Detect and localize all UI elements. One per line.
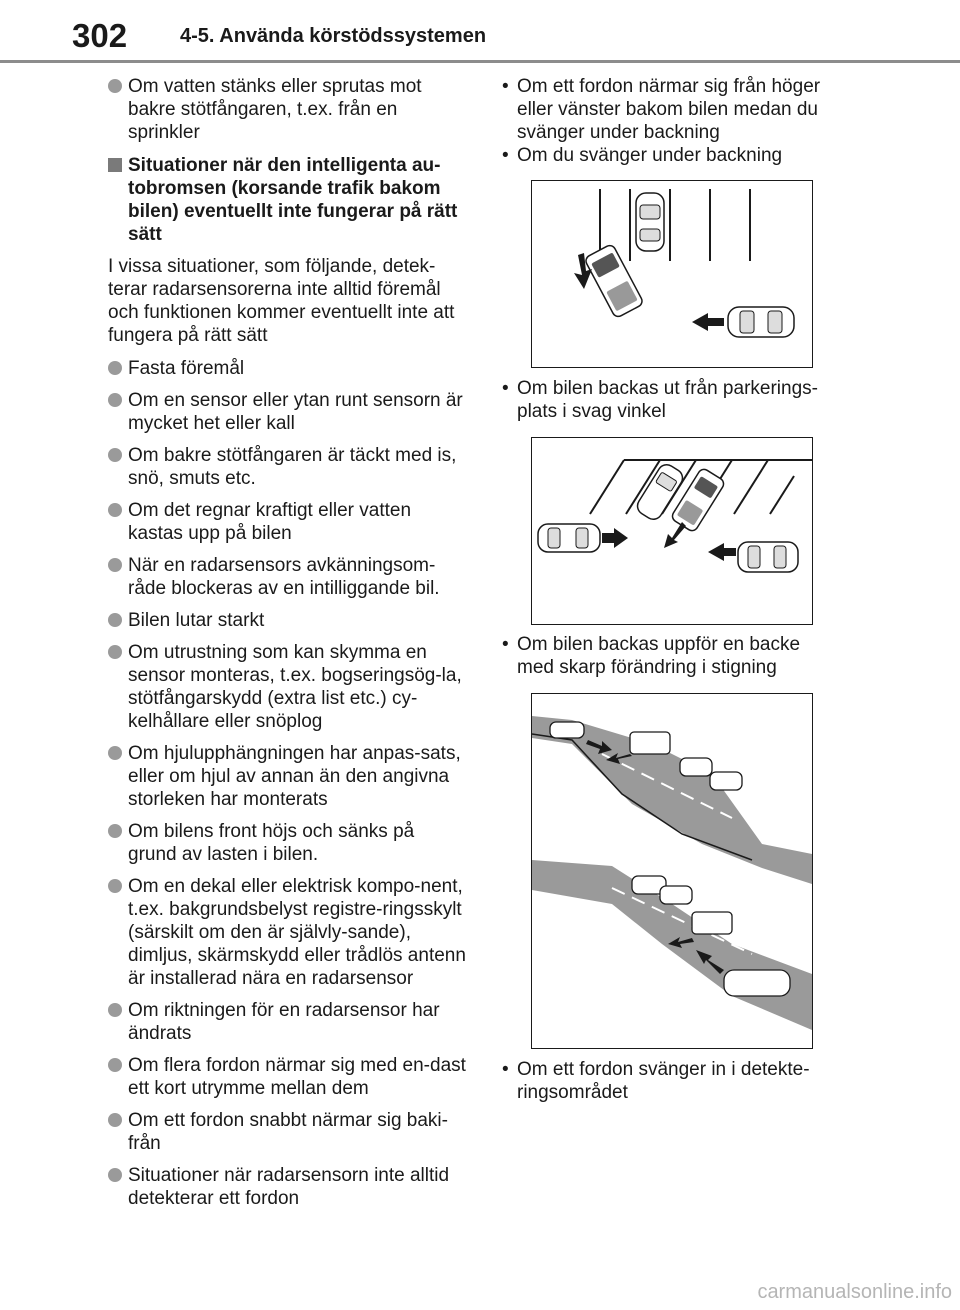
bullet-icon bbox=[108, 503, 122, 517]
parked-car-icon bbox=[636, 193, 664, 251]
list-item: Om bilens front höjs och sänks på grund av lasten i bilen. bbox=[108, 820, 468, 866]
page-number: 302 bbox=[72, 17, 128, 54]
list-item: • Om ett fordon svänger in i detekte-ringsområdet bbox=[502, 1059, 810, 1103]
bullet-icon bbox=[108, 79, 122, 93]
bullet-icon bbox=[108, 879, 122, 893]
square-bullet-icon bbox=[108, 158, 122, 172]
bullet-icon bbox=[108, 746, 122, 760]
intro-paragraph: I vissa situationer, som följande, detek-terar radarsensorerna inte alltid föremål och funktionen kommer eventuellt inte att fungera på rätt sätt bbox=[108, 256, 455, 346]
left-car-icon bbox=[538, 524, 600, 552]
list-item: Om en dekal eller elektrisk kompo-nent, t.ex. bakgrundsbelyst registre-ringsskylt (särskilt om den är självly-sande), dimljus, skärmskydd eller trådlös antenn är installerad nära en radarsensor bbox=[108, 875, 468, 990]
list-item: Om det regnar kraftigt eller vatten kastas upp på bilen bbox=[108, 499, 468, 545]
caption-block-3 bbox=[497, 633, 827, 679]
chapter-title: 4-5. Använda körstödssystemen bbox=[180, 25, 487, 47]
slope-diagram bbox=[532, 694, 812, 1048]
condition-list bbox=[108, 357, 468, 1210]
list-item: Om utrustning som kan skymma en sensor monteras, t.ex. bogseringsög-la, stötfångarskydd (extra list etc.) cy-kelhållare eller snöplog bbox=[108, 641, 468, 733]
approach-arrow-icon bbox=[692, 313, 724, 331]
car-icon bbox=[680, 758, 712, 776]
left-column bbox=[108, 75, 468, 1219]
parking-diagram-1 bbox=[532, 181, 812, 367]
reversing-suv-icon bbox=[584, 243, 644, 318]
bullet-icon bbox=[108, 1168, 122, 1182]
section-heading: Situationer när den intelligenta au-tobromsen (korsande trafik bakom bilen) eventuellt inte fungerar på rätt sätt bbox=[108, 154, 468, 246]
dot-bullet: • bbox=[502, 76, 509, 97]
figure-slope bbox=[531, 693, 813, 1049]
list-item: När en radarsensors avkänningsom-råde blockeras av en intilliggande bil. bbox=[108, 554, 468, 600]
figure-perpendicular-parking bbox=[531, 180, 813, 368]
sedan-icon bbox=[724, 970, 790, 996]
right-car-icon bbox=[738, 542, 798, 572]
list-item: Om bakre stötfångaren är täckt med is, snö, smuts etc. bbox=[108, 444, 468, 490]
page-header bbox=[0, 0, 960, 62]
list-item: • Om bilen backas uppför en backe med skarp förändring i stigning bbox=[502, 634, 801, 678]
list-item: Om hjulupphängningen har anpas-sats, eller om hjul av annan än den angivna storleken har monterats bbox=[108, 742, 468, 811]
suv-icon bbox=[692, 912, 732, 934]
bullet-icon bbox=[108, 1113, 122, 1127]
approaching-car-icon bbox=[728, 307, 794, 337]
dot-bullet: • bbox=[502, 145, 509, 166]
car-icon bbox=[660, 886, 692, 904]
figure-angled-parking bbox=[531, 437, 813, 625]
dot-bullet: • bbox=[502, 378, 509, 399]
bullet-icon bbox=[108, 448, 122, 462]
list-item: Bilen lutar starkt bbox=[108, 609, 468, 632]
list-item: Om vatten stänks eller sprutas mot bakre stötfångaren, t.ex. från en sprinkler bbox=[108, 75, 468, 144]
list-item: • Om bilen backas ut från parkerings-plats i svag vinkel bbox=[502, 378, 818, 422]
left-arrow-icon bbox=[708, 543, 736, 561]
list-item: Fasta föremål bbox=[108, 357, 468, 380]
watermark: carmanualsonline.info bbox=[757, 1281, 952, 1303]
bullet-icon bbox=[108, 1058, 122, 1072]
bullet-icon bbox=[108, 645, 122, 659]
header-rule bbox=[0, 60, 960, 63]
parking-diagram-2 bbox=[532, 438, 812, 624]
list-item: Om flera fordon närmar sig med en-dast ett kort utrymme mellan dem bbox=[108, 1054, 468, 1100]
car-icon bbox=[550, 722, 584, 738]
right-column bbox=[497, 75, 827, 167]
bullet-icon bbox=[108, 558, 122, 572]
dot-bullet: • bbox=[502, 634, 509, 655]
right-arrow-icon bbox=[602, 528, 628, 548]
caption-block-4 bbox=[497, 1058, 827, 1104]
list-item: • Om ett fordon närmar sig från höger eller vänster bakom bilen medan du svänger under backning bbox=[502, 76, 821, 143]
reverse-arrow-icon bbox=[664, 522, 686, 548]
bullet-icon bbox=[108, 1003, 122, 1017]
caption-block-2 bbox=[497, 377, 827, 423]
bullet-icon bbox=[108, 393, 122, 407]
list-item: Om en sensor eller ytan runt sensorn är mycket het eller kall bbox=[108, 389, 468, 435]
bullet-icon bbox=[108, 824, 122, 838]
bullet-icon bbox=[108, 361, 122, 375]
suv-icon bbox=[630, 732, 670, 754]
list-item: Om riktningen för en radarsensor har ändrats bbox=[108, 999, 468, 1045]
list-item: Situationer när radarsensorn inte alltid detekterar ett fordon bbox=[108, 1164, 468, 1210]
car-icon bbox=[710, 772, 742, 790]
bullet-icon bbox=[108, 613, 122, 627]
list-item: Om ett fordon snabbt närmar sig baki-från bbox=[108, 1109, 468, 1155]
list-item: • Om du svänger under backning bbox=[502, 145, 783, 166]
dot-bullet: • bbox=[502, 1059, 509, 1080]
